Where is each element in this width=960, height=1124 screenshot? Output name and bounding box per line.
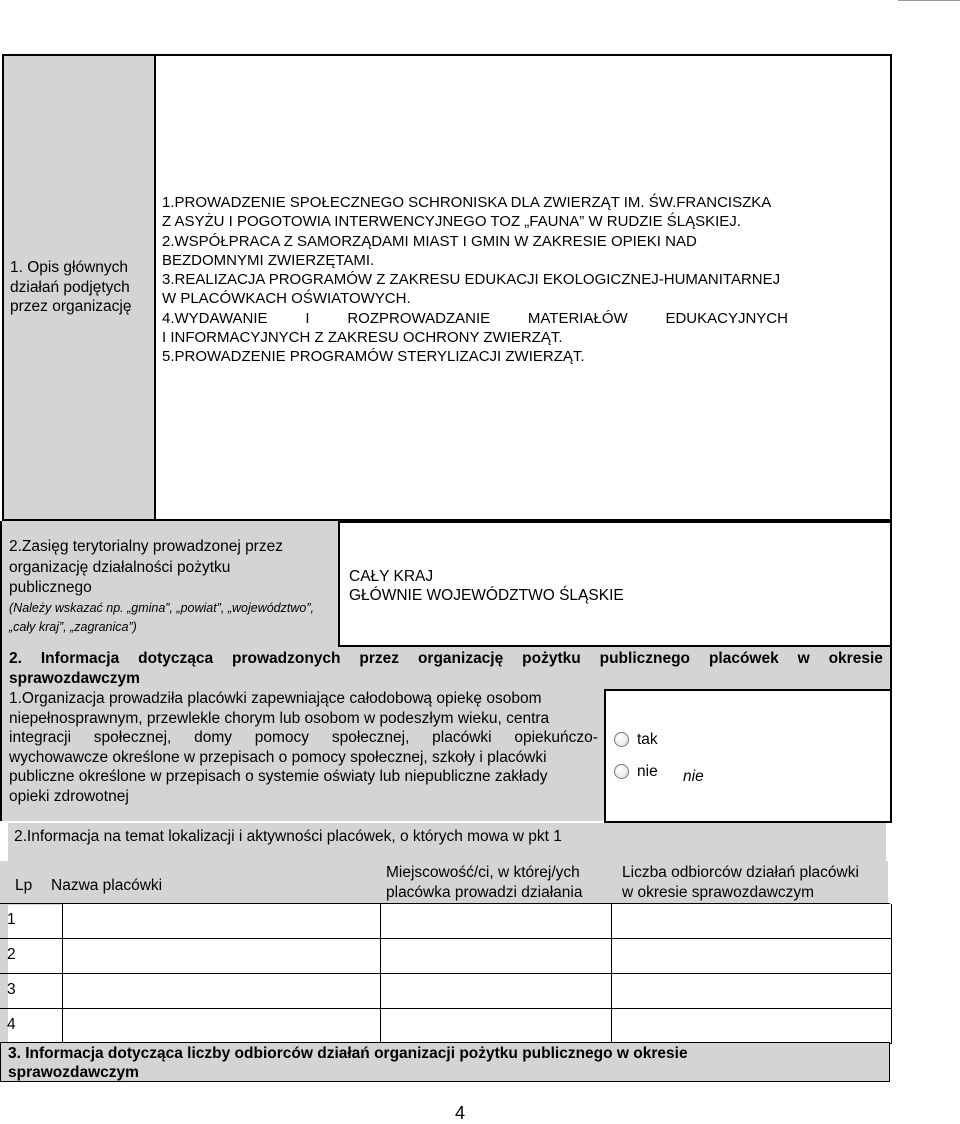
- word: społecznej,: [331, 729, 410, 746]
- territorial-scope-label: [0, 521, 338, 647]
- table-row: [0, 938, 890, 974]
- col-name: Nazwa placówki: [51, 877, 163, 894]
- question-line: wychowawcze określone w przepisach o pomocy społecznej, szkoły i placówki: [9, 748, 547, 766]
- location-table-title: [8, 823, 886, 861]
- word: domy: [194, 729, 233, 746]
- table-header: [8, 861, 888, 905]
- cell-name[interactable]: [62, 939, 382, 974]
- col-lp: Lp: [15, 877, 33, 894]
- cell-count[interactable]: [611, 1009, 892, 1044]
- question-line-justified: [9, 728, 604, 748]
- radio-no-label: nie: [637, 763, 658, 780]
- row-number: 3: [7, 981, 16, 998]
- question-line: publiczne określone w przepisach o systemie oświaty lub niepubliczne zakłady: [9, 768, 548, 785]
- activity-line: BEZDOMNYMI ZWIERZĘTAMI.: [162, 251, 375, 269]
- word: placówki: [432, 729, 492, 746]
- label-line: przez organizację: [10, 298, 132, 316]
- recipients-heading-line: sprawozdawczym: [8, 1064, 139, 1081]
- facilities-heading-line: sprawozdawczym: [9, 669, 140, 687]
- row-number: 4: [7, 1016, 16, 1033]
- cell-place[interactable]: [380, 939, 613, 974]
- table-row: [0, 1008, 890, 1044]
- word: w: [797, 650, 810, 667]
- word: opiekuńczo-: [514, 729, 598, 746]
- table-row: [0, 903, 890, 939]
- word: MATERIAŁÓW: [527, 309, 628, 327]
- col-place: [386, 863, 582, 902]
- main-activities-field[interactable]: [154, 54, 892, 521]
- activity-line: 2.WSPÓŁPRACA Z SAMORZĄDAMI MIAST I GMIN W ZAKRESIE OPIEKI NAD: [162, 232, 697, 250]
- answer-value: nie: [683, 768, 704, 785]
- col-place-line: Miejscowość/ci, w której/ych: [386, 864, 580, 881]
- activity-line: W PLACÓWKACH OŚWIATOWYCH.: [162, 290, 411, 308]
- facilities-heading: [0, 647, 892, 689]
- word: ROZPROWADZANIE: [347, 309, 491, 327]
- activity-line: 1.PROWADZENIE SPOŁECZNEGO SCHRONISKA DLA ZWIERZĄT IM. ŚW.FRANCISZKA: [162, 194, 772, 211]
- scope-hint-line: (Należy wskazać np. „gmina”, „powiat”, „województwo”,: [9, 600, 314, 615]
- word: placówek: [708, 650, 779, 667]
- col-count-line: Liczba odbiorców działań placówki: [622, 864, 859, 881]
- cell-name[interactable]: [62, 1009, 382, 1044]
- scope-label-line: 2.Zasięg terytorialny prowadzonej przez: [9, 538, 283, 555]
- word: Informacja: [40, 650, 120, 667]
- cell-count[interactable]: [611, 939, 892, 974]
- recipients-heading-line: 3. Informacja dotycząca liczby odbiorców działań organizacji pożytku publicznego w okresie: [8, 1045, 688, 1062]
- table-row: [0, 973, 890, 1009]
- scope-value-line: CAŁY KRAJ: [349, 568, 434, 585]
- cell-name[interactable]: [62, 974, 382, 1009]
- col-count: [622, 863, 859, 902]
- activity-line: I INFORMACYJNYCH Z ZAKRESU OCHRONY ZWIERZĄT.: [162, 329, 563, 347]
- scope-label-line: publicznego: [9, 579, 92, 596]
- radio-no[interactable]: [614, 764, 629, 779]
- cell-name[interactable]: [62, 904, 382, 939]
- cell-place[interactable]: [380, 1009, 613, 1044]
- activity-line-justified: [162, 309, 884, 328]
- col-count-line: w okresie sprawozdawczym: [622, 883, 815, 901]
- word: organizację: [417, 650, 504, 667]
- scope-value-line: GŁÓWNIE WOJEWÓDZTWO ŚLĄSKIE: [349, 587, 624, 604]
- word: okresie: [828, 650, 883, 667]
- word: społecznej,: [93, 729, 172, 746]
- word: 2.: [9, 650, 22, 667]
- word: EDUKACYJNYCH: [665, 309, 788, 327]
- top-rule: [898, 0, 960, 1]
- activity-line: 3.REALIZACJA PROGRAMÓW Z ZAKRESU EDUKACJI EKOLOGICZNEJ-HUMANITARNEJ: [162, 271, 781, 289]
- recipients-heading: [0, 1042, 890, 1082]
- label-line: 1. Opis głównych: [10, 259, 129, 277]
- facilities-heading-line: [9, 649, 883, 669]
- word: integracji: [9, 729, 72, 746]
- word: przez: [359, 650, 400, 667]
- cell-place[interactable]: [380, 974, 613, 1009]
- cell-place[interactable]: [380, 904, 613, 939]
- word: I: [305, 309, 310, 327]
- word: 4.WYDAWANIE: [162, 309, 268, 327]
- col-place-line: placówka prowadzi działania: [386, 883, 583, 901]
- word: dotycząca: [138, 650, 214, 667]
- page-number: 4: [455, 1103, 466, 1123]
- scope-label-line: organizację działalności pożytku: [9, 558, 231, 576]
- table-title-text: 2.Informacja na temat lokalizacji i aktywności placówek, o których mowa w pkt 1: [14, 828, 562, 845]
- cell-count[interactable]: [611, 974, 892, 1009]
- radio-yes[interactable]: [614, 732, 629, 747]
- scope-hint-line: „cały kraj”, „zagranica”): [9, 619, 137, 634]
- word: pomocy: [254, 729, 310, 746]
- row-number: 2: [7, 946, 16, 963]
- territorial-scope-field[interactable]: [338, 521, 892, 647]
- question-line: 1.Organizacja prowadziła placówki zapewniające całodobową opiekę osobom: [9, 690, 542, 707]
- word: pożytku: [522, 650, 581, 667]
- activity-line: 5.PROWADZENIE PROGRAMÓW STERYLIZACJI ZWIERZĄT.: [162, 348, 585, 366]
- word: prowadzonych: [232, 650, 341, 667]
- question-line: niepełnosprawnym, przewlekle chorym lub osobom w podeszłym wieku, centra: [9, 709, 550, 727]
- cell-count[interactable]: [611, 904, 892, 939]
- main-activities-label: [2, 54, 156, 521]
- row-number: 1: [7, 911, 16, 928]
- question-line: opieki zdrowotnej: [9, 787, 129, 805]
- facilities-question: [0, 689, 604, 821]
- word: publicznego: [599, 650, 691, 667]
- radio-yes-label: tak: [637, 731, 658, 748]
- facilities-answer-box: [604, 689, 892, 823]
- activity-line: Z ASYŻU I POGOTOWIA INTERWENCYJNEGO TOZ „FAUNA” W RUDZIE ŚLĄSKIEJ.: [162, 213, 741, 231]
- label-line: działań podjętych: [10, 278, 130, 296]
